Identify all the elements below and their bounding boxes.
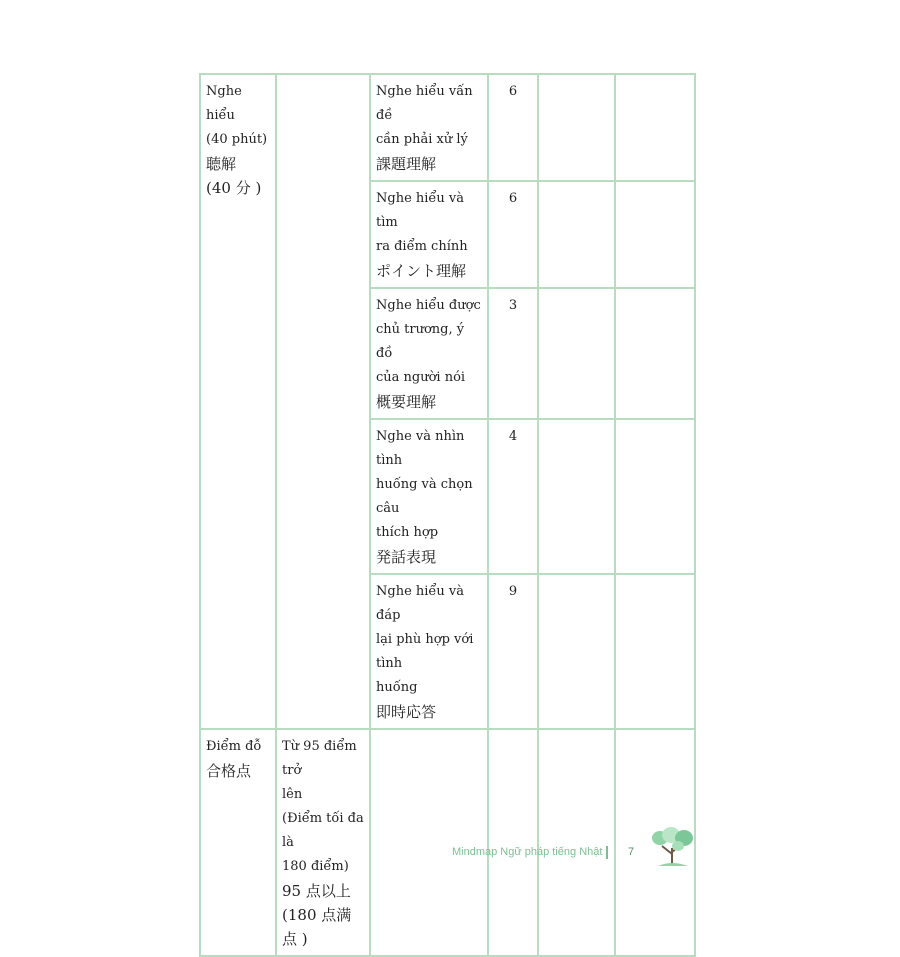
question-type-line: chủ trương, ý đồ xyxy=(376,322,465,361)
empty-cell xyxy=(538,574,615,729)
question-type-line: Nghe hiểu và tìm xyxy=(376,191,465,230)
pass-line-vi: Từ 95 điểm trở xyxy=(282,739,357,778)
question-count: 6 xyxy=(488,74,538,181)
listening-time-vi: (40 phút) xyxy=(206,132,268,147)
tree-logo-icon xyxy=(650,826,696,868)
pass-label-vi: Điểm đỗ xyxy=(206,739,262,754)
table-row xyxy=(200,729,695,956)
question-type-cell xyxy=(370,74,488,181)
question-type-line: ra điểm chính xyxy=(376,239,468,254)
question-type-jp: ポイント理解 xyxy=(376,262,467,280)
question-type-jp: 発話表現 xyxy=(376,548,437,566)
empty-cell xyxy=(538,729,615,956)
exam-structure-table xyxy=(199,73,696,957)
question-count: 4 xyxy=(488,419,538,574)
question-type-line: thích hợp xyxy=(376,525,439,540)
empty-cell xyxy=(538,74,615,181)
question-type-line: Nghe và nhìn tình xyxy=(376,429,465,468)
empty-cell xyxy=(538,419,615,574)
listening-title-jp: 聴解 xyxy=(206,155,237,173)
empty-cell xyxy=(615,74,695,181)
pass-line-jp: (180 点满点 ) xyxy=(282,906,352,948)
footer-separator xyxy=(606,846,608,859)
question-type-line: cần phải xử lý xyxy=(376,132,468,147)
question-count: 9 xyxy=(488,574,538,729)
empty-cell xyxy=(370,729,488,956)
question-type-line: lại phù hợp với tình xyxy=(376,632,474,671)
empty-cell xyxy=(538,181,615,288)
empty-cell xyxy=(615,288,695,419)
question-type-cell xyxy=(370,419,488,574)
question-type-line: Nghe hiểu được xyxy=(376,298,481,313)
book-title-footer: Mindmap Ngữ pháp tiếng Nhật xyxy=(452,846,603,858)
listening-title-vi: Nghe hiểu xyxy=(206,84,242,123)
question-count: 6 xyxy=(488,181,538,288)
question-type-jp: 課題理解 xyxy=(376,155,437,173)
question-type-jp: 概要理解 xyxy=(376,393,437,411)
pass-line-jp: 95 点以上 xyxy=(282,882,351,900)
empty-cell xyxy=(276,74,370,729)
question-type-line: của người nói xyxy=(376,370,466,385)
question-type-line: huống xyxy=(376,680,418,695)
pass-line-vi: lên xyxy=(282,787,303,802)
question-type-jp: 即時応答 xyxy=(376,703,437,721)
question-type-cell xyxy=(370,181,488,288)
listening-time-jp: (40 分 ) xyxy=(206,179,262,197)
empty-cell xyxy=(538,288,615,419)
empty-cell xyxy=(615,574,695,729)
pass-line-vi: (Điểm tối đa là xyxy=(282,811,364,850)
empty-cell xyxy=(615,181,695,288)
question-type-line: Nghe hiểu và đáp xyxy=(376,584,465,623)
table-row xyxy=(200,74,695,181)
question-type-line: Nghe hiểu vấn đề xyxy=(376,84,473,123)
pass-label-jp: 合格点 xyxy=(206,762,252,780)
pass-score-label-cell xyxy=(200,729,276,956)
empty-cell xyxy=(488,729,538,956)
page-number: 7 xyxy=(628,846,635,858)
question-type-cell xyxy=(370,574,488,729)
question-count: 3 xyxy=(488,288,538,419)
listening-section-cell xyxy=(200,74,276,729)
pass-line-vi: 180 điểm) xyxy=(282,859,349,874)
question-type-line: huống và chọn câu xyxy=(376,477,473,516)
pass-score-value-cell xyxy=(276,729,370,956)
question-type-cell xyxy=(370,288,488,419)
empty-cell xyxy=(615,419,695,574)
